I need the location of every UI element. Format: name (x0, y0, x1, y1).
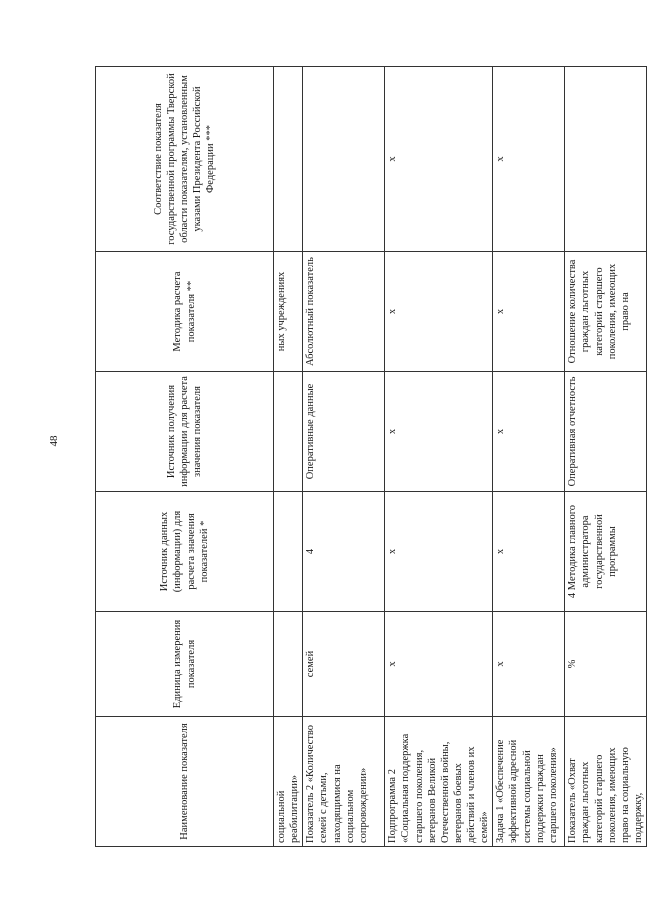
cell-info-source: Оперативная отчетность (565, 372, 647, 492)
cell-data-source: х (493, 492, 565, 612)
header-method: Методика расчета показателя ** (96, 252, 274, 372)
rotated-table-container (95, 67, 644, 847)
cell-data-source (274, 492, 303, 612)
page-number: 48 (48, 435, 60, 447)
header-name: Наименование показателя (96, 717, 274, 847)
cell-method: х (493, 252, 565, 372)
cell-info-source: х (493, 372, 565, 492)
cell-compliance: х (493, 67, 565, 252)
cell-data-source: 4 Методика главного администратора государственной программы (565, 492, 647, 612)
cell-unit: % (565, 612, 647, 717)
cell-compliance: х (385, 67, 493, 252)
cell-compliance (274, 67, 303, 252)
cell-method: ных учреждениях (274, 252, 303, 372)
cell-data-source: х (385, 492, 493, 612)
cell-unit: семей (303, 612, 385, 717)
header-unit: Единица измерения показателя (96, 612, 274, 717)
cell-method: х (385, 252, 493, 372)
indicators-table (95, 66, 647, 847)
cell-info-source: Оперативные данные (303, 372, 385, 492)
cell-name: Подпрограмма 2 «Социальная поддержка старшего поколения, ветеранов Великой Отечественной войны, ветеранов боевых действий и членов их семей» (385, 717, 493, 847)
cell-name: Показатель «Охват граждан льготных категорий старшего поколения, имеющих право на социальную поддержку, (565, 717, 647, 847)
cell-data-source: 4 (303, 492, 385, 612)
header-compliance: Соответствие показателя государственной программы Тверской области показателям, установленным указами Президента Российской Федерации *** (96, 67, 274, 252)
table-row (565, 67, 647, 847)
cell-compliance (565, 67, 647, 252)
cell-info-source: х (385, 372, 493, 492)
table-row (385, 67, 493, 847)
cell-info-source (274, 372, 303, 492)
cell-method: Отношение количества граждан льготных категорий старшего поколения, имеющих право на (565, 252, 647, 372)
cell-compliance (303, 67, 385, 252)
cell-unit: х (385, 612, 493, 717)
cell-name: Задача 1 «Обеспечение эффективной адресной системы социальной поддержки граждан старшего поколения» (493, 717, 565, 847)
cell-name: социальной реабилитации» (274, 717, 303, 847)
table-row (274, 67, 303, 847)
header-info-source: Источник получения информации для расчета значения показателя (96, 372, 274, 492)
cell-method: Абсолютный показатель (303, 252, 385, 372)
cell-name: Показатель 2 «Количество семей с детьми, находящимися на социальном сопровождении» (303, 717, 385, 847)
table-row (493, 67, 565, 847)
table-header-row (96, 67, 274, 847)
table-row (303, 67, 385, 847)
cell-unit: х (493, 612, 565, 717)
header-data-source: Источник данных (информации) для расчета значения показателей * (96, 492, 274, 612)
cell-unit (274, 612, 303, 717)
